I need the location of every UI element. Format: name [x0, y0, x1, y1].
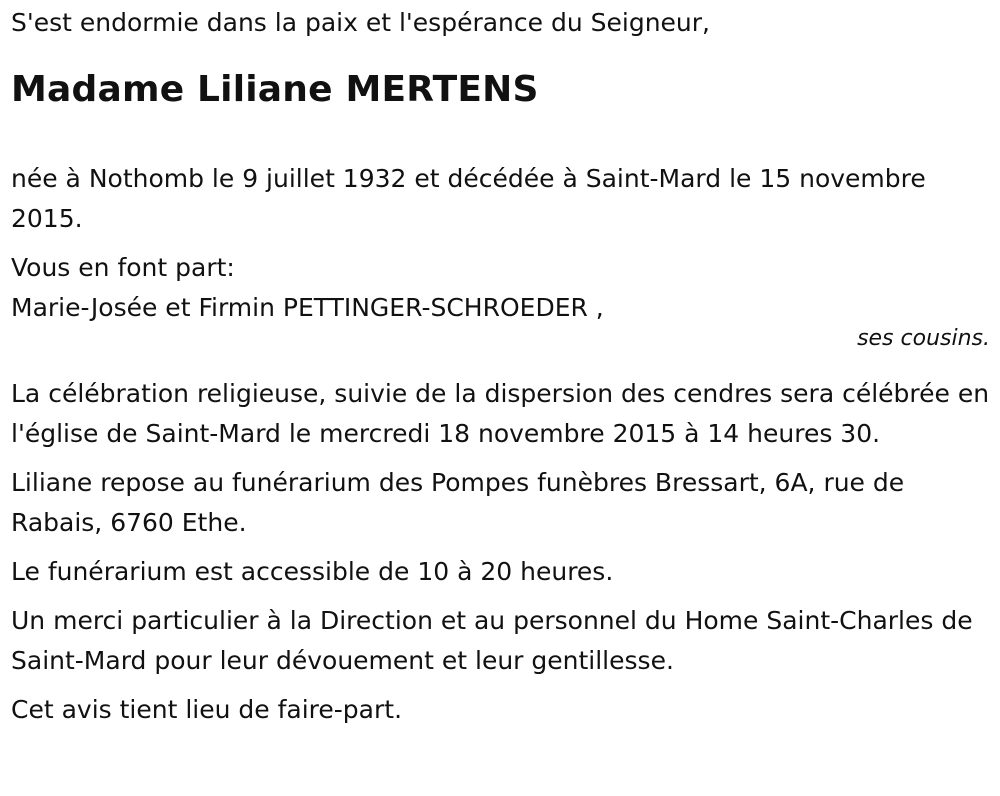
visiting-hours-text: Le funérarium est accessible de 10 à 20 heures. [11, 557, 614, 586]
repose-text: Liliane repose au funérarium des Pompes funèbres Bressart, 6A, rue de Rabais, 6760 Ethe. [11, 468, 905, 537]
deceased-name: Madame Liliane MERTENS [11, 69, 539, 110]
announcers-names: Marie-Josée et Firmin PETTINGER-SCHROEDER , [11, 293, 604, 322]
thanks-text: Un merci particulier à la Direction et au personnel du Home Saint-Charles de Saint-Mard pour leur dévouement et leur gentillesse. [11, 606, 973, 675]
intro-text: S'est endormie dans la paix et l'espérance du Seigneur, [11, 8, 710, 37]
birth-death-text: née à Nothomb le 9 juillet 1932 et décédée à Saint-Mard le 15 novembre 2015. [11, 164, 926, 233]
ceremony-text: La célébration religieuse, suivie de la dispersion des cendres sera célébrée en l'église de Saint-Mard le mercredi 18 novembre 2015 à 14 heures 30. [11, 379, 990, 448]
obituary-notice [11, 0, 991, 730]
relation-text: ses cousins. [857, 326, 990, 351]
closing-text: Cet avis tient lieu de faire-part. [11, 695, 403, 724]
announcers-intro: Vous en font part: [11, 253, 235, 282]
